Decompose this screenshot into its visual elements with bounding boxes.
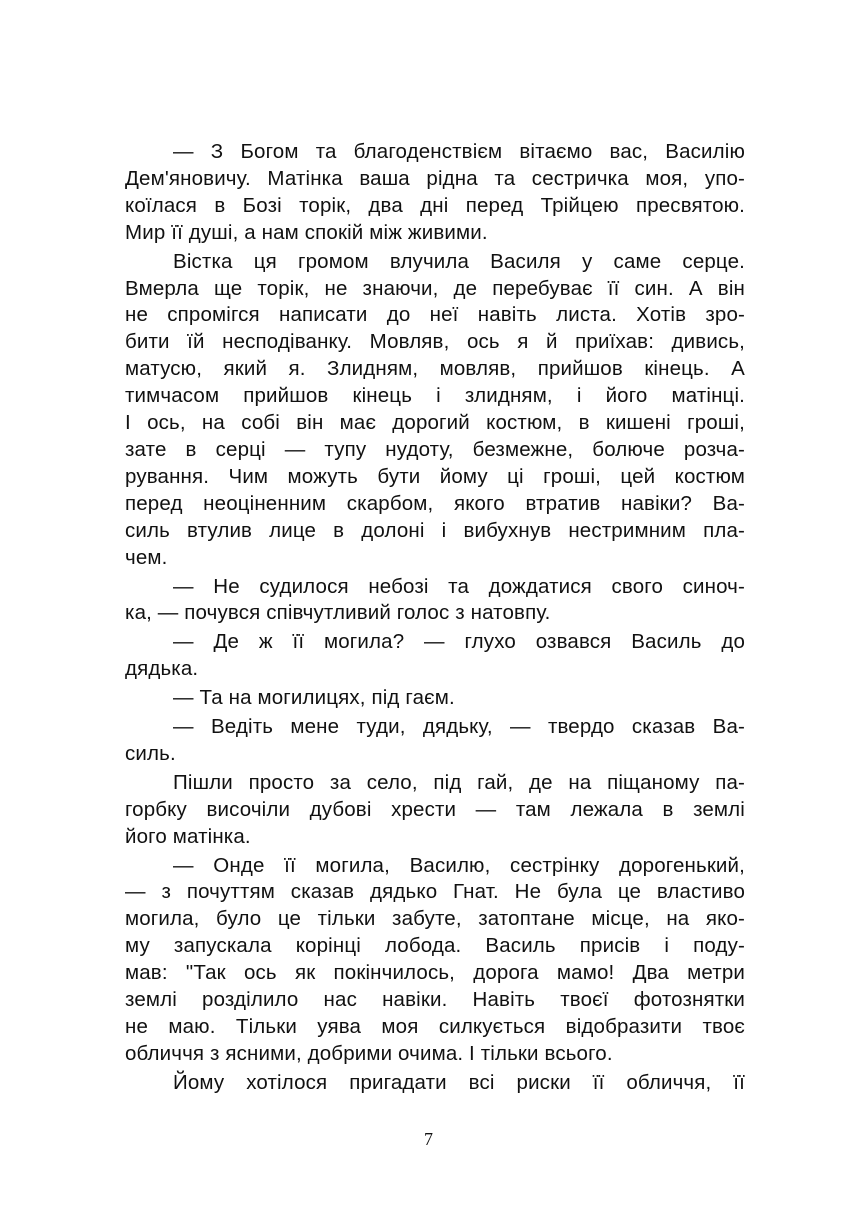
text-line: бити їй несподіванку. Мовляв, ось я й приїхав: дивись, bbox=[125, 330, 745, 354]
text-line: не маю. Тільки уява моя силкується відобразити твоє bbox=[125, 1015, 745, 1038]
text-line: не спромігся написати до неї навіть листа. Хотів зро- bbox=[125, 303, 745, 327]
text-line: — Онде її могила, Василю, сестрінку дорогенький, bbox=[173, 853, 745, 877]
text-line: Пішли просто за село, під гай, де на піщаному па- bbox=[173, 770, 745, 794]
paragraph bbox=[125, 714, 745, 768]
text-line: — Де ж її могила? — глухо озвався Василь до bbox=[173, 630, 745, 654]
text-line: силь втулив лице в долоні і вибухнув нестримним пла- bbox=[125, 518, 745, 542]
text-line: його матінка. bbox=[125, 824, 251, 848]
paragraph bbox=[125, 139, 745, 247]
text-line: рування. Чим можуть бути йому ці гроші, цей костюм bbox=[125, 464, 745, 488]
text-line: силь. bbox=[125, 741, 176, 765]
text-line: обличчя з ясними, добрими очима. І тільки всього. bbox=[125, 1041, 613, 1065]
paragraph bbox=[125, 853, 745, 1068]
text-line: — Не судилося небозі та дождатися свого синоч- bbox=[173, 574, 745, 598]
paragraph bbox=[125, 249, 745, 572]
text-line: Йому хотілося пригадати всі риски її обличчя, її bbox=[173, 1070, 745, 1094]
text-line: коїлася в Бозі торік, два дні перед Трійцею пресвятою. bbox=[125, 193, 745, 217]
text-line: Вмерла ще торік, не знаючи, де перебуває її син. А він bbox=[125, 276, 745, 300]
paragraph bbox=[125, 1070, 745, 1097]
text-line: ка, — почувся співчутливий голос з натовпу. bbox=[125, 601, 551, 625]
text-line: горбку височіли дубові хрести — там лежала в землі bbox=[125, 797, 745, 821]
text-line: му запускала корінці лобода. Василь присів і поду- bbox=[125, 934, 745, 958]
text-line: Вістка ця громом влучила Василя у саме серце. bbox=[173, 249, 745, 273]
paragraph bbox=[125, 574, 745, 628]
page-number: 7 bbox=[424, 1129, 433, 1149]
text-line: — з почуттям сказав дядько Гнат. Не була це властиво bbox=[125, 880, 745, 904]
text-line: матусю, який я. Злидням, мовляв, прийшов кінець. А bbox=[125, 357, 745, 381]
paragraph bbox=[125, 629, 745, 683]
text-line: — Ведіть мене туди, дядьку, — твердо сказав Ва- bbox=[173, 715, 745, 739]
text-line: мав: "Так ось як покінчилось, дорога мамо! Два метри bbox=[125, 961, 745, 985]
text-line: Мир її душі, а нам спокій між живими. bbox=[125, 220, 488, 244]
text-line: землі розділило нас навіки. Навіть твоєї фотознятки bbox=[125, 988, 745, 1012]
text-line: перед неоціненним скарбом, якого втратив навіки? Ва- bbox=[125, 491, 745, 515]
text-line: — З Богом та благоденствієм вітаємо вас, Василію bbox=[173, 140, 745, 163]
paragraph bbox=[125, 770, 745, 851]
text-line: — Та на могилицях, під гаєм. bbox=[173, 686, 455, 710]
text-line: Дем'яновичу. Матінка ваша рідна та сестричка моя, упо- bbox=[125, 166, 745, 190]
text-line: зате в серці — тупу нудоту, безмежне, болюче розча- bbox=[125, 437, 745, 461]
text-line: І ось, на собі він має дорогий костюм, в кишені гроші, bbox=[125, 411, 745, 435]
text-line: могила, було це тільки забуте, затоптане місце, на яко- bbox=[125, 907, 745, 931]
body-text bbox=[125, 139, 745, 1099]
paragraph bbox=[125, 685, 745, 712]
text-line: дядька. bbox=[125, 657, 199, 681]
text-line: чем. bbox=[125, 545, 168, 569]
text-line: тимчасом прийшов кінець і злидням, і його матінці. bbox=[125, 384, 745, 408]
